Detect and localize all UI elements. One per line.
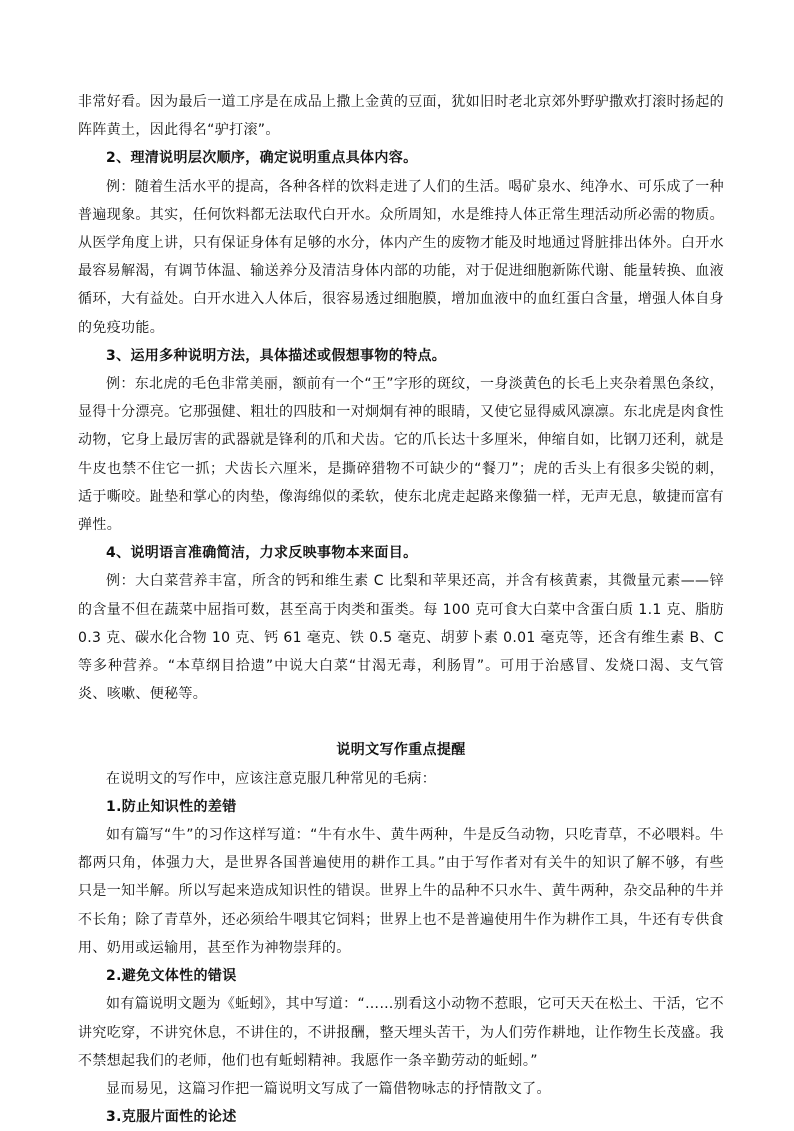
example-paragraph-tiger: 例：东北虎的毛色非常美丽，额前有一个“王”字形的斑纹，一身淡黄色的长毛上夹杂着黑色条纹，显得十分漂亮。它那强健、粗壮的四肢和一对炯炯有神的眼睛，又使它显得威风凛凛。东北虎是肉食性动物，它身上最厉害的武器就是锋利的爪和犬齿。它的爪长达十多厘米，伸缩自如，比钢刀还利，就是牛皮也禁不住它一抓；犬齿长六厘米，是撕碎猎物不可缺少的“餐刀”；虎的舌头上有很多尖锐的刺，适于嘶咬。趾垫和掌心的肉垫，像海绵似的柔软，使东北虎走起路来像猫一样，无声无息，敏捷而富有弹性。 <box>78 376 724 534</box>
section-heading-4: 4、说明语言准确简洁，力求反映事物本来面目。 <box>106 545 418 562</box>
section-heading-2: 2、理清说明层次顺序，确定说明重点具体内容。 <box>106 150 418 167</box>
paragraph-continuation: 非常好看。因为最后一道工序是在成品上撒上金黄的豆面，犹如旧时老北京郊外野驴撒欢打滚时扬起的阵阵黄土，因此得名“驴打滚”。 <box>78 94 724 139</box>
tip-paragraph-conclusion: 显而易见，这篇习作把一篇说明文写成了一篇借物咏志的抒情散文了。 <box>106 1080 551 1097</box>
example-paragraph-cabbage: 例：大白菜营养丰富，所含的钙和维生素 C 比梨和苹果还高，并含有核黄素，其微量元素——锌的含量不但在蔬菜中屈指可数，甚至高于肉类和蛋类。每 100 克可食大白菜中含蛋白质 1.1 克、脂肪 0.3 克、碳水化合物 10 克、钙 61 毫克、铁 0.5 毫克、胡萝卜素 0.01 毫克等，还含有维生素 B、C 等多种营养。“本草纲目拾遗”中说大白菜“甘渴无毒，利肠胃”。可用于治感冒、发烧口渴、支气管炎、咳嗽、便秘等。 <box>78 573 724 703</box>
example-paragraph-water: 例：随着生活水平的提高，各种各样的饮料走进了人们的生活。喝矿泉水、纯净水、可乐成了一种普遍现象。其实，任何饮料都无法取代白开水。众所周知，水是维持人体正常生理活动所必需的物质。从医学角度上讲，只有保证身体有足够的水分，体内产生的废物才能及时地通过肾脏排出体外。白开水最容易解渴，有调节体温、输送养分及清洁身体内部的功能，对于促进细胞新陈代谢、能量转换、血液循环，大有益处。白开水进入人体后，很容易透过细胞膜，增加血液中的血红蛋白含量，增强人体自身的免疫功能。 <box>78 178 724 336</box>
tip-heading-3: 3.克服片面性的论述 <box>106 1109 237 1126</box>
section-heading-3: 3、运用多种说明方法，具体描述或假想事物的特点。 <box>106 347 447 364</box>
section-title-writing-tips: 说明文写作重点提醒 <box>336 742 466 759</box>
tip-heading-1: 1.防止知识性的差错 <box>106 798 237 815</box>
tip-paragraph-earthworm: 如有篇说明文题为《蚯蚓》，其中写道：“……别看这小动物不惹眼，它可天天在松土、干活，它不讲究吃穿，不讲究休息，不讲住的，不讲报酬，整天埋头苦干，为人们劳作耕地，让作物生长茂盛。我不禁想起我们的老师，他们也有蚯蚓精神。我愿作一条辛勤劳动的蚯蚓。” <box>78 996 724 1069</box>
tip-heading-2: 2.避免文体性的错误 <box>106 968 237 985</box>
intro-paragraph: 在说明文的写作中，应该注意克服几种常见的毛病： <box>106 770 437 787</box>
document-page <box>78 88 724 1131</box>
tip-paragraph-cow: 如有篇写“牛”的习作这样写道：“牛有水牛、黄牛两种，牛是反刍动物，只吃青草，不必喂料。牛都两只角，体强力大，是世界各国普遍使用的耕作工具。”由于写作者对有关牛的知识了解不够，有些只是一知半解。所以写起来造成知识性的错误。世界上牛的品种不只水牛、黄牛两种，杂交品种的牛并不长角；除了青草外，还必须给牛喂其它饲料；世界上也不是普遍使用牛作为耕作工具，牛还有专供食用、奶用或运输用，甚至作为神物崇拜的。 <box>78 827 724 956</box>
